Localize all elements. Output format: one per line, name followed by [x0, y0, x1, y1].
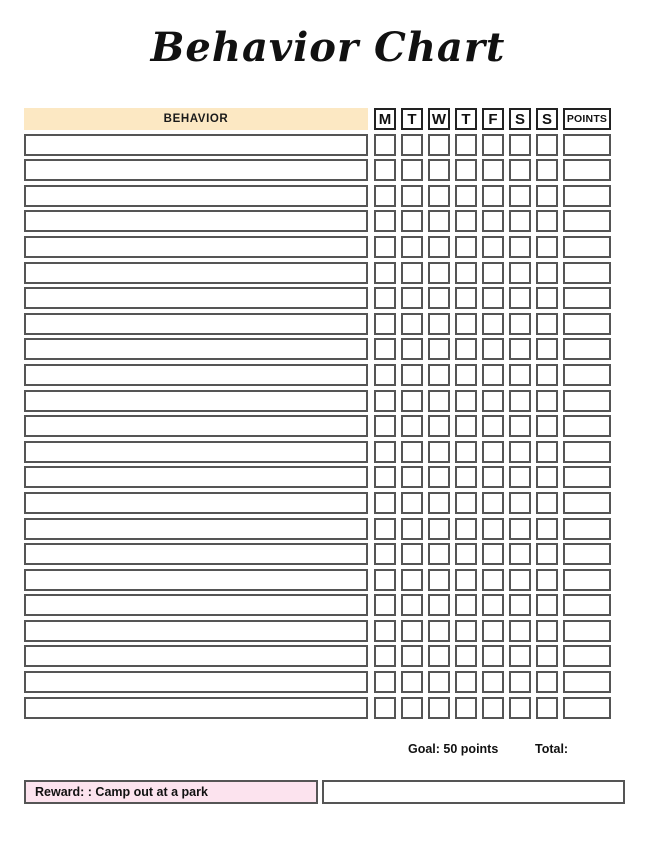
day-checkbox-cell[interactable]: [509, 594, 531, 616]
day-checkbox-cell[interactable]: [401, 569, 423, 591]
day-checkbox-cell[interactable]: [536, 543, 558, 565]
day-checkbox-cell[interactable]: [536, 390, 558, 412]
day-checkbox-cell[interactable]: [482, 466, 504, 488]
day-checkbox-cell[interactable]: [536, 671, 558, 693]
table-header-row: [24, 108, 625, 134]
day-checkbox-cell[interactable]: [428, 262, 450, 284]
day-column-header-wednesday: [428, 108, 450, 130]
table-row: [24, 645, 625, 671]
day-checkbox-cell[interactable]: [455, 466, 477, 488]
day-checkbox-cell[interactable]: [428, 671, 450, 693]
day-checkbox-cell[interactable]: [401, 262, 423, 284]
day-checkbox-cell[interactable]: [536, 518, 558, 540]
day-checkbox-cell[interactable]: [509, 210, 531, 232]
day-checkbox-cell[interactable]: [374, 645, 396, 667]
day-checkbox-cell[interactable]: [428, 313, 450, 335]
table-row: [24, 620, 625, 646]
reward-strip: [24, 780, 625, 804]
day-checkbox-cell[interactable]: [428, 594, 450, 616]
day-checkbox-cell[interactable]: [509, 313, 531, 335]
day-checkbox-cell[interactable]: [509, 364, 531, 386]
behavior-input-cell[interactable]: [24, 671, 368, 693]
day-checkbox-cell[interactable]: [509, 159, 531, 181]
day-checkbox-cell[interactable]: [482, 415, 504, 437]
day-checkbox-cell[interactable]: [428, 390, 450, 412]
day-checkbox-cell[interactable]: [455, 594, 477, 616]
day-checkbox-cell[interactable]: [509, 185, 531, 207]
table-body: [24, 134, 625, 723]
day-checkbox-cell[interactable]: [401, 313, 423, 335]
day-checkbox-cell[interactable]: [455, 313, 477, 335]
day-column-header-monday: [374, 108, 396, 130]
day-checkbox-cell[interactable]: [401, 620, 423, 642]
day-checkbox-cell[interactable]: [428, 441, 450, 463]
day-column-header-friday: [482, 108, 504, 130]
day-checkbox-cell[interactable]: [374, 671, 396, 693]
day-checkbox-cell[interactable]: [482, 159, 504, 181]
day-checkbox-cell[interactable]: [482, 287, 504, 309]
day-checkbox-cell[interactable]: [509, 697, 531, 719]
day-header-label: S: [514, 110, 525, 128]
day-checkbox-cell[interactable]: [455, 569, 477, 591]
day-column-header-thursday: [455, 108, 477, 130]
day-checkbox-cell[interactable]: [428, 210, 450, 232]
day-checkbox-cell[interactable]: [536, 415, 558, 437]
day-checkbox-cell[interactable]: [536, 569, 558, 591]
day-checkbox-cell[interactable]: [428, 134, 450, 156]
day-checkbox-cell[interactable]: [482, 697, 504, 719]
table-row: [24, 671, 625, 697]
behavior-input-cell[interactable]: [24, 313, 368, 335]
day-checkbox-cell[interactable]: [401, 671, 423, 693]
day-checkbox-cell[interactable]: [482, 134, 504, 156]
behavior-input-cell[interactable]: [24, 210, 368, 232]
day-checkbox-cell[interactable]: [482, 671, 504, 693]
day-checkbox-cell[interactable]: [374, 159, 396, 181]
day-column-header-saturday: [509, 108, 531, 130]
day-checkbox-cell[interactable]: [455, 338, 477, 360]
day-checkbox-cell[interactable]: [482, 210, 504, 232]
day-checkbox-cell[interactable]: [509, 287, 531, 309]
day-checkbox-cell[interactable]: [374, 364, 396, 386]
day-checkbox-cell[interactable]: [536, 364, 558, 386]
day-checkbox-cell[interactable]: [401, 338, 423, 360]
day-checkbox-cell[interactable]: [374, 620, 396, 642]
table-row: [24, 134, 625, 160]
table-row: [24, 236, 625, 262]
table-row: [24, 492, 625, 518]
day-checkbox-cell[interactable]: [536, 159, 558, 181]
day-checkbox-cell[interactable]: [428, 543, 450, 565]
table-row: [24, 364, 625, 390]
day-checkbox-cell[interactable]: [482, 620, 504, 642]
day-checkbox-cell[interactable]: [509, 390, 531, 412]
day-checkbox-cell[interactable]: [401, 518, 423, 540]
points-input-cell[interactable]: [563, 466, 611, 488]
day-checkbox-cell[interactable]: [536, 262, 558, 284]
day-checkbox-cell[interactable]: [374, 466, 396, 488]
day-checkbox-cell[interactable]: [455, 210, 477, 232]
day-checkbox-cell[interactable]: [374, 697, 396, 719]
day-checkbox-cell[interactable]: [536, 441, 558, 463]
points-input-cell[interactable]: [563, 210, 611, 232]
day-checkbox-cell[interactable]: [536, 645, 558, 667]
reward-label: Reward: : Camp out at a park: [35, 785, 208, 799]
day-checkbox-cell[interactable]: [401, 134, 423, 156]
day-checkbox-cell[interactable]: [455, 262, 477, 284]
behavior-input-cell[interactable]: [24, 159, 368, 181]
behavior-input-cell[interactable]: [24, 415, 368, 437]
behavior-input-cell[interactable]: [24, 364, 368, 386]
day-checkbox-cell[interactable]: [509, 441, 531, 463]
day-checkbox-cell[interactable]: [509, 645, 531, 667]
day-checkbox-cell[interactable]: [455, 620, 477, 642]
day-checkbox-cell[interactable]: [509, 620, 531, 642]
points-input-cell[interactable]: [563, 134, 611, 156]
behavior-header-label: BEHAVIOR: [163, 113, 229, 125]
behavior-input-cell[interactable]: [24, 466, 368, 488]
day-checkbox-cell[interactable]: [482, 492, 504, 514]
day-checkbox-cell[interactable]: [455, 518, 477, 540]
behavior-input-cell[interactable]: [24, 287, 368, 309]
day-checkbox-cell[interactable]: [428, 364, 450, 386]
day-checkbox-cell[interactable]: [401, 415, 423, 437]
day-checkbox-cell[interactable]: [428, 415, 450, 437]
behavior-input-cell[interactable]: [24, 236, 368, 258]
points-header-label: POINTS: [566, 113, 608, 125]
day-checkbox-cell[interactable]: [509, 492, 531, 514]
table-row: [24, 210, 625, 236]
day-checkbox-cell[interactable]: [509, 415, 531, 437]
day-checkbox-cell[interactable]: [428, 287, 450, 309]
behavior-input-cell[interactable]: [24, 569, 368, 591]
goal-label: Goal: 50 points: [408, 742, 499, 756]
day-checkbox-cell[interactable]: [455, 697, 477, 719]
day-checkbox-cell[interactable]: [536, 594, 558, 616]
table-row: [24, 262, 625, 288]
points-input-cell[interactable]: [563, 313, 611, 335]
day-checkbox-cell[interactable]: [455, 671, 477, 693]
day-checkbox-cell[interactable]: [401, 697, 423, 719]
day-checkbox-cell[interactable]: [374, 185, 396, 207]
behavior-input-cell[interactable]: [24, 697, 368, 719]
day-checkbox-cell[interactable]: [455, 390, 477, 412]
behavior-column-header: [24, 108, 368, 130]
points-input-cell[interactable]: [563, 620, 611, 642]
day-checkbox-cell[interactable]: [536, 313, 558, 335]
day-checkbox-cell[interactable]: [509, 236, 531, 258]
day-checkbox-cell[interactable]: [482, 262, 504, 284]
day-checkbox-cell[interactable]: [428, 697, 450, 719]
day-checkbox-cell[interactable]: [374, 134, 396, 156]
day-checkbox-cell[interactable]: [428, 338, 450, 360]
day-checkbox-cell[interactable]: [401, 594, 423, 616]
behavior-input-cell[interactable]: [24, 390, 368, 412]
points-input-cell[interactable]: [563, 645, 611, 667]
day-checkbox-cell[interactable]: [428, 645, 450, 667]
day-checkbox-cell[interactable]: [536, 697, 558, 719]
points-input-cell[interactable]: [563, 543, 611, 565]
behavior-input-cell[interactable]: [24, 492, 368, 514]
day-checkbox-cell[interactable]: [374, 543, 396, 565]
day-checkbox-cell[interactable]: [482, 569, 504, 591]
day-checkbox-cell[interactable]: [374, 287, 396, 309]
day-column-header-tuesday: [401, 108, 423, 130]
day-checkbox-cell[interactable]: [401, 390, 423, 412]
notes-box[interactable]: [322, 780, 625, 804]
points-input-cell[interactable]: [563, 236, 611, 258]
day-checkbox-cell[interactable]: [374, 594, 396, 616]
day-checkbox-cell[interactable]: [401, 543, 423, 565]
table-row: [24, 466, 625, 492]
day-header-label: T: [461, 110, 471, 128]
day-checkbox-cell[interactable]: [374, 313, 396, 335]
total-label: Total:: [535, 742, 569, 756]
behavior-input-cell[interactable]: [24, 620, 368, 642]
day-checkbox-cell[interactable]: [401, 645, 423, 667]
day-checkbox-cell[interactable]: [482, 594, 504, 616]
day-header-label: F: [488, 110, 498, 128]
table-row: [24, 441, 625, 467]
points-input-cell[interactable]: [563, 287, 611, 309]
day-checkbox-cell[interactable]: [509, 543, 531, 565]
table-row: [24, 697, 625, 723]
day-checkbox-cell[interactable]: [374, 210, 396, 232]
day-column-header-sunday: [536, 108, 558, 130]
day-checkbox-cell[interactable]: [482, 390, 504, 412]
day-checkbox-cell[interactable]: [455, 543, 477, 565]
day-checkbox-cell[interactable]: [401, 236, 423, 258]
totals-row: [24, 742, 625, 760]
day-checkbox-cell[interactable]: [536, 492, 558, 514]
day-checkbox-cell[interactable]: [374, 236, 396, 258]
day-checkbox-cell[interactable]: [374, 338, 396, 360]
day-checkbox-cell[interactable]: [455, 492, 477, 514]
day-checkbox-cell[interactable]: [455, 159, 477, 181]
behavior-input-cell[interactable]: [24, 262, 368, 284]
day-checkbox-cell[interactable]: [509, 466, 531, 488]
behavior-input-cell[interactable]: [24, 441, 368, 463]
day-checkbox-cell[interactable]: [536, 287, 558, 309]
day-checkbox-cell[interactable]: [455, 645, 477, 667]
behavior-input-cell[interactable]: [24, 338, 368, 360]
table-row: [24, 594, 625, 620]
day-checkbox-cell[interactable]: [536, 210, 558, 232]
table-row: [24, 287, 625, 313]
table-row: [24, 569, 625, 595]
table-row: [24, 185, 625, 211]
points-input-cell[interactable]: [563, 185, 611, 207]
day-checkbox-cell[interactable]: [374, 569, 396, 591]
day-checkbox-cell[interactable]: [401, 210, 423, 232]
behavior-input-cell[interactable]: [24, 518, 368, 540]
behavior-input-cell[interactable]: [24, 543, 368, 565]
table-row: [24, 518, 625, 544]
points-input-cell[interactable]: [563, 415, 611, 437]
day-checkbox-cell[interactable]: [536, 134, 558, 156]
points-input-cell[interactable]: [563, 569, 611, 591]
behavior-chart-table: [24, 108, 625, 722]
day-checkbox-cell[interactable]: [482, 645, 504, 667]
day-checkbox-cell[interactable]: [428, 466, 450, 488]
points-column-header: [563, 108, 611, 130]
behavior-input-cell[interactable]: [24, 645, 368, 667]
day-checkbox-cell[interactable]: [401, 159, 423, 181]
day-checkbox-cell[interactable]: [401, 185, 423, 207]
day-checkbox-cell[interactable]: [536, 236, 558, 258]
day-checkbox-cell[interactable]: [482, 236, 504, 258]
day-checkbox-cell[interactable]: [401, 287, 423, 309]
day-checkbox-cell[interactable]: [455, 134, 477, 156]
day-checkbox-cell[interactable]: [455, 236, 477, 258]
day-checkbox-cell[interactable]: [509, 671, 531, 693]
day-checkbox-cell[interactable]: [455, 415, 477, 437]
points-input-cell[interactable]: [563, 262, 611, 284]
table-row: [24, 338, 625, 364]
day-header-label: S: [541, 110, 552, 128]
day-checkbox-cell[interactable]: [374, 415, 396, 437]
day-checkbox-cell[interactable]: [374, 441, 396, 463]
table-row: [24, 543, 625, 569]
behavior-input-cell[interactable]: [24, 134, 368, 156]
day-checkbox-cell[interactable]: [455, 287, 477, 309]
table-row: [24, 159, 625, 185]
points-input-cell[interactable]: [563, 671, 611, 693]
reward-box[interactable]: [24, 780, 318, 804]
points-input-cell[interactable]: [563, 697, 611, 719]
day-checkbox-cell[interactable]: [455, 364, 477, 386]
day-checkbox-cell[interactable]: [428, 518, 450, 540]
table-row: [24, 415, 625, 441]
day-checkbox-cell[interactable]: [374, 492, 396, 514]
day-checkbox-cell[interactable]: [455, 185, 477, 207]
table-row: [24, 313, 625, 339]
table-row: [24, 390, 625, 416]
day-checkbox-cell[interactable]: [428, 492, 450, 514]
day-checkbox-cell[interactable]: [428, 185, 450, 207]
day-checkbox-cell[interactable]: [482, 313, 504, 335]
day-checkbox-cell[interactable]: [536, 185, 558, 207]
day-checkbox-cell[interactable]: [482, 364, 504, 386]
day-checkbox-cell[interactable]: [401, 441, 423, 463]
day-checkbox-cell[interactable]: [401, 492, 423, 514]
behavior-input-cell[interactable]: [24, 185, 368, 207]
points-input-cell[interactable]: [563, 441, 611, 463]
day-checkbox-cell[interactable]: [401, 364, 423, 386]
day-header-label: T: [407, 110, 417, 128]
points-input-cell[interactable]: [563, 518, 611, 540]
day-checkbox-cell[interactable]: [482, 338, 504, 360]
points-input-cell[interactable]: [563, 364, 611, 386]
day-checkbox-cell[interactable]: [509, 262, 531, 284]
day-checkbox-cell[interactable]: [482, 518, 504, 540]
points-input-cell[interactable]: [563, 338, 611, 360]
day-checkbox-cell[interactable]: [401, 466, 423, 488]
day-checkbox-cell[interactable]: [536, 466, 558, 488]
day-checkbox-cell[interactable]: [536, 620, 558, 642]
day-checkbox-cell[interactable]: [374, 262, 396, 284]
day-header-label: M: [378, 110, 392, 128]
points-input-cell[interactable]: [563, 594, 611, 616]
behavior-input-cell[interactable]: [24, 594, 368, 616]
day-checkbox-cell[interactable]: [482, 441, 504, 463]
day-checkbox-cell[interactable]: [428, 236, 450, 258]
day-checkbox-cell[interactable]: [428, 569, 450, 591]
day-checkbox-cell[interactable]: [455, 441, 477, 463]
day-header-label: W: [431, 110, 447, 128]
day-checkbox-cell[interactable]: [509, 338, 531, 360]
points-input-cell[interactable]: [563, 390, 611, 412]
page-title: Behavior Chart: [150, 24, 506, 71]
points-input-cell[interactable]: [563, 492, 611, 514]
day-checkbox-cell[interactable]: [374, 518, 396, 540]
day-checkbox-cell[interactable]: [482, 543, 504, 565]
day-checkbox-cell[interactable]: [509, 134, 531, 156]
day-checkbox-cell[interactable]: [536, 338, 558, 360]
points-input-cell[interactable]: [563, 159, 611, 181]
day-checkbox-cell[interactable]: [509, 569, 531, 591]
day-checkbox-cell[interactable]: [509, 518, 531, 540]
day-checkbox-cell[interactable]: [428, 620, 450, 642]
day-checkbox-cell[interactable]: [482, 185, 504, 207]
day-checkbox-cell[interactable]: [374, 390, 396, 412]
day-checkbox-cell[interactable]: [428, 159, 450, 181]
